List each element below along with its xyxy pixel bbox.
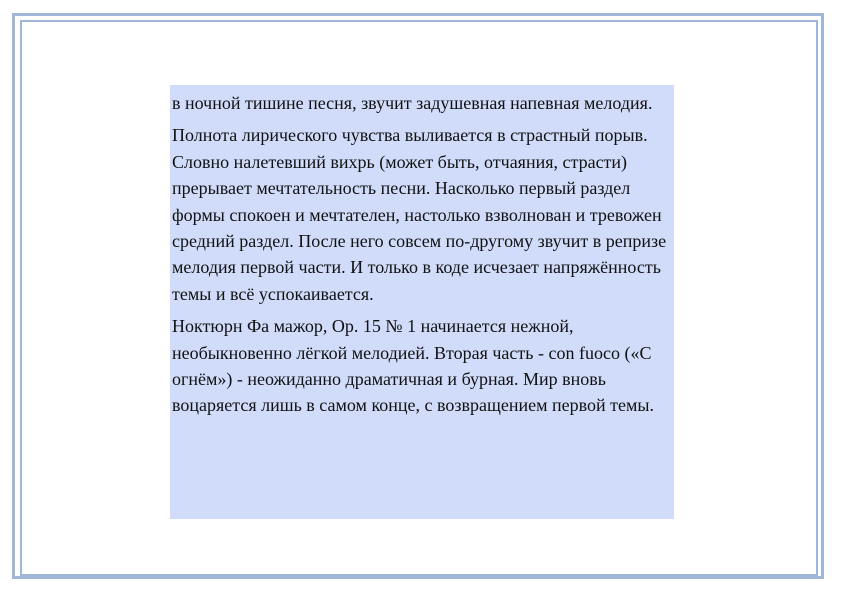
- paragraph-nocturne: Ноктюрн Фа мажор, Ор. 15 № 1 начинается нежной, необыкновенно лёгкой мелодией. Вторая часть - con fuoco («С огнём») - неожиданно драматичная и бурная. Мир вновь воцаряется лишь в самом конце, с возвращением первой темы.: [172, 316, 654, 416]
- text-box: [170, 85, 674, 519]
- paragraph-lyrical: Полнота лирического чувства выливается в страстный порыв. Словно налетевший вихрь (может быть, отчаяния, страсти) прерывает мечтательность песни. Насколько первый раздел формы спокоен и мечтателен, настолько взволнован и тревожен средний раздел. После него совсем по-другому звучит в репризе мелодия первой части. И только в коде исчезает напряжённость темы и всё успокаивается.: [172, 125, 667, 304]
- paragraph-intro: в ночной тишине песня, звучит задушевная напевная мелодия.: [172, 93, 653, 113]
